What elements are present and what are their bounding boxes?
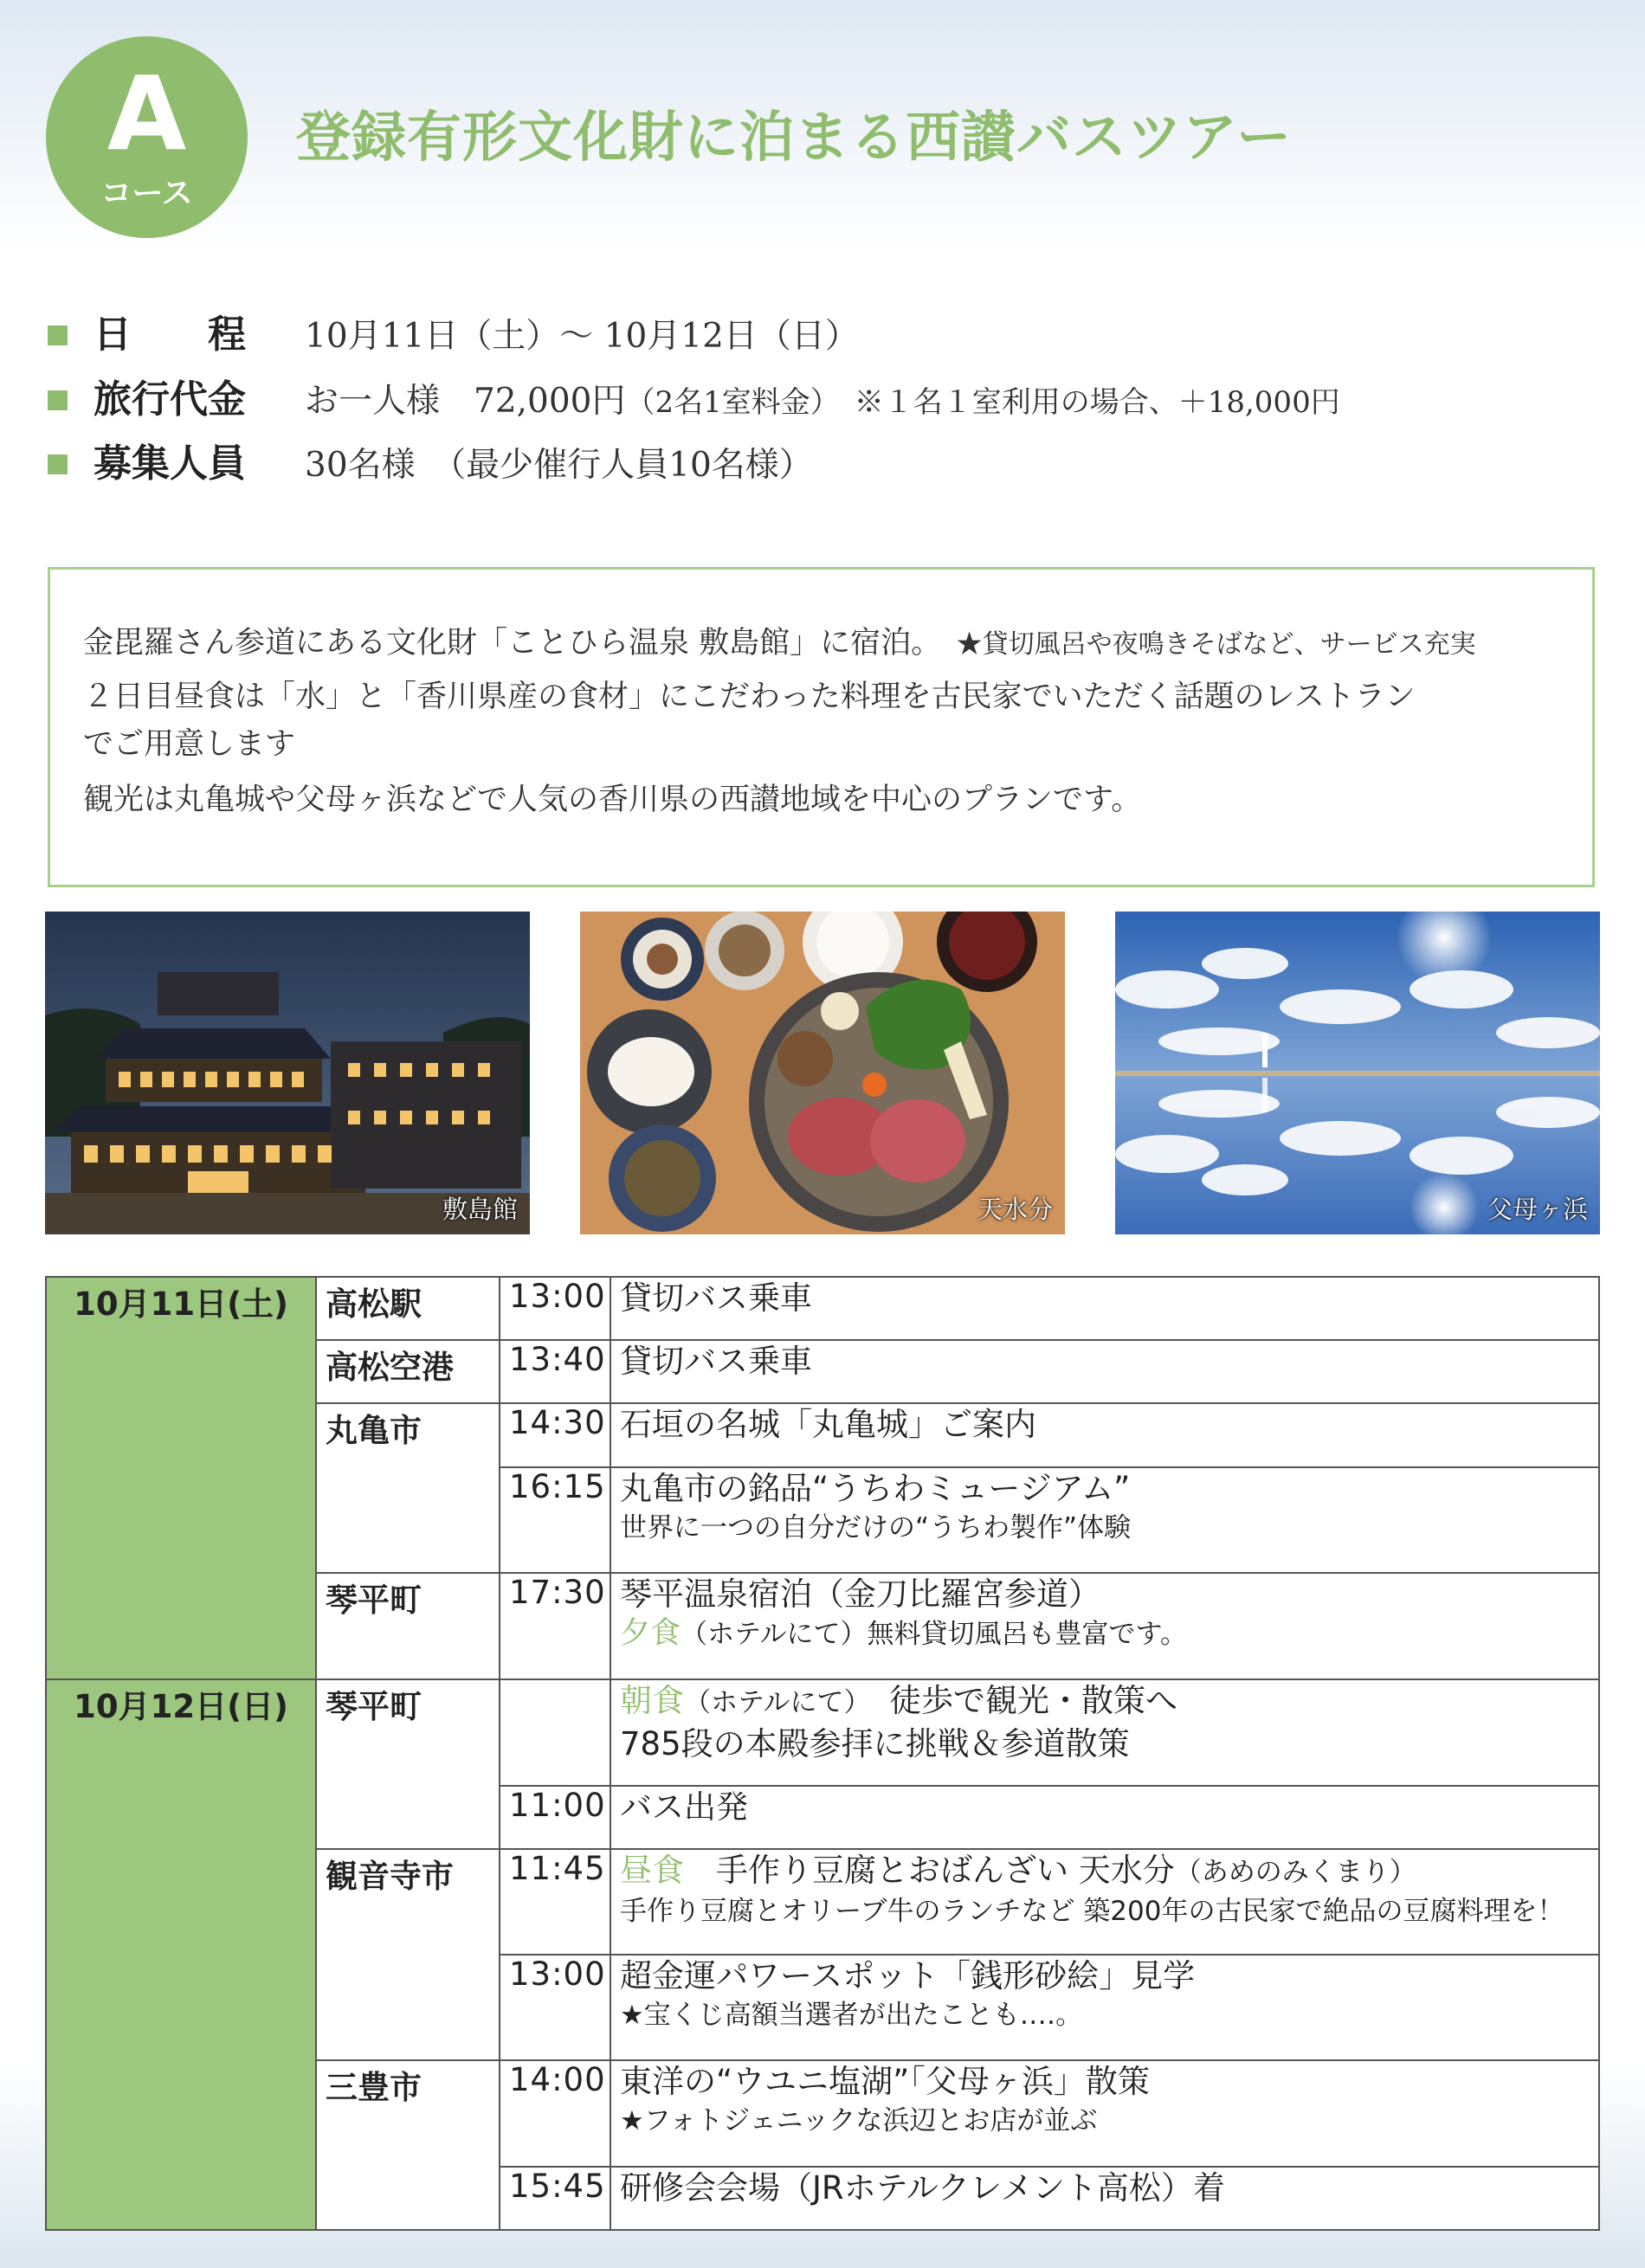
activity-cell [610, 1573, 1599, 1679]
info-label: 旅行代金 [94, 377, 246, 422]
place-cell: 高松駅 [316, 1277, 500, 1340]
description-line: ２日目昼食は「水」と「香川県産の食材」にこだわった料理を古民家でいただく話題のレストラン [83, 680, 1416, 714]
bullet-square [48, 325, 68, 345]
photo-caption: 天水分 [977, 1195, 1053, 1224]
activity-cell [610, 1786, 1599, 1849]
price-note: （2名1室料金） ※１名１室利用の場合、＋18,000円 [625, 385, 1340, 420]
bullet-square [48, 454, 68, 474]
place-cell: 琴平町 [316, 1679, 500, 1849]
photo-caption: 敷島館 [442, 1195, 518, 1224]
time-cell [500, 1679, 610, 1785]
photo-chichibugahama [1115, 912, 1600, 1234]
time-cell: 13:40 [500, 1340, 610, 1403]
place-cell: 観音寺市 [316, 1849, 500, 2061]
activity-text-2: 785段の本殿参拝に挑戦＆参道散策 [620, 1725, 1130, 1763]
activity-cell [610, 2060, 1599, 2166]
day1-date: 10月11日(土) [46, 1277, 316, 1679]
photo-amenomikumari [580, 912, 1065, 1234]
activity-main: 徒歩で観光・散策へ [856, 1682, 1177, 1720]
activity-text: 貸切バス乗車 [620, 1343, 812, 1381]
activity-text: 石垣の名城「丸亀城」ご案内 [620, 1406, 1036, 1444]
description-text: 金毘羅さん参道にある文化財「ことひら温泉 敷島館」に宿泊。 [83, 626, 926, 660]
course-letter: A [106, 54, 187, 173]
activity-text: 研修会会場（JRホテルクレメント高松）着 [620, 2168, 1225, 2207]
place-cell: 高松空港 [316, 1340, 500, 1403]
time-cell: 11:00 [500, 1786, 610, 1849]
activity-note-text: （ホテルにて）無料貸切風呂も豊富です。 [681, 1618, 1187, 1650]
activity-text [620, 1680, 1590, 1724]
activity-cell [610, 1679, 1599, 1785]
activity-text: 東洋の“ウユニ塩湖”「父母ヶ浜」散策 [620, 2063, 1150, 2101]
activity-text: 超金運パワースポット「銭形砂絵」見学 [620, 1957, 1196, 1995]
time-cell: 16:15 [500, 1467, 610, 1573]
info-value: 30名様 （最少催行人員10名様） [305, 446, 813, 485]
course-badge [46, 36, 248, 238]
page-title: 登録有形文化財に泊まる西讃バスツアー [296, 105, 1293, 169]
photo-shikishimakan [45, 912, 530, 1234]
activity-note: ★宝くじ高額当選者が出たことも‥‥。 [620, 2000, 1083, 2032]
schedule-table [45, 1276, 1600, 2231]
time-cell: 17:30 [500, 1573, 610, 1679]
activity-cell [610, 1277, 1599, 1340]
info-value: 10月11日（土）～ 10月12日（日） [305, 317, 859, 356]
place-cell: 三豊市 [316, 2060, 500, 2230]
description-line [83, 622, 1476, 667]
table-row [46, 1277, 1599, 1340]
activity-small: （あめのみくまり） [1174, 1856, 1416, 1888]
activity-cell [610, 1849, 1599, 1955]
activity-main: 手作り豆腐とおばんざい 天水分 [684, 1851, 1175, 1889]
bullet-square [48, 390, 68, 410]
activity-cell [610, 1340, 1599, 1403]
meal-highlight: 朝食 [620, 1682, 684, 1720]
time-cell: 13:00 [500, 1955, 610, 2060]
activity-text: 貸切バス乗車 [620, 1279, 812, 1317]
photo-caption: 父母ヶ浜 [1487, 1195, 1588, 1224]
meal-highlight: 昼食 [620, 1851, 684, 1889]
activity-text: 琴平温泉宿泊（金刀比羅宮参道） [620, 1575, 1100, 1613]
table-row [46, 1679, 1599, 1785]
activity-cell [610, 2167, 1599, 2230]
activity-note [620, 1615, 1590, 1653]
activity-note: ★フォトジェニックな浜辺とお店が並ぶ [620, 2105, 1098, 2137]
activity-text: 丸亀市の銘品“うちわミュージアム” [620, 1469, 1131, 1507]
place-cell: 丸亀市 [316, 1403, 500, 1573]
info-value [305, 376, 1340, 428]
price-main: お一人様 72,000円 [305, 382, 626, 421]
description-line: 観光は丸亀城や父母ヶ浜などで人気の香川県の西讃地域を中心のプランです。 [83, 783, 1142, 817]
activity-note: 世界に一つの自分だけの“うちわ製作”体験 [620, 1511, 1132, 1543]
time-cell: 15:45 [500, 2167, 610, 2230]
activity-cell [610, 1955, 1599, 2060]
meal-highlight: 夕食 [620, 1615, 681, 1651]
activity-cell [610, 1403, 1599, 1466]
activity-cell [610, 1467, 1599, 1573]
info-label: 募集人員 [94, 441, 246, 486]
time-cell: 11:45 [500, 1849, 610, 1955]
course-label: コース [100, 176, 193, 211]
description-star-note: ★貸切風呂や夜鳴きそばなど、サービス充実 [956, 629, 1476, 660]
activity-text [620, 1850, 1590, 1893]
place-cell: 琴平町 [316, 1573, 500, 1679]
description-line: でご用意します [83, 727, 296, 762]
info-label: 日 程 [94, 312, 246, 357]
time-cell: 14:30 [500, 1403, 610, 1466]
activity-small: （ホテルにて） [684, 1687, 857, 1719]
time-cell: 14:00 [500, 2060, 610, 2166]
day2-date: 10月12日(日) [46, 1679, 316, 2230]
time-cell: 13:00 [500, 1277, 610, 1340]
description-box [48, 567, 1595, 887]
activity-text: バス出発 [620, 1788, 748, 1826]
activity-note: 手作り豆腐とオリーブ牛のランチなど 築200年の古民家で絶品の豆腐料理を！ [620, 1895, 1564, 1927]
